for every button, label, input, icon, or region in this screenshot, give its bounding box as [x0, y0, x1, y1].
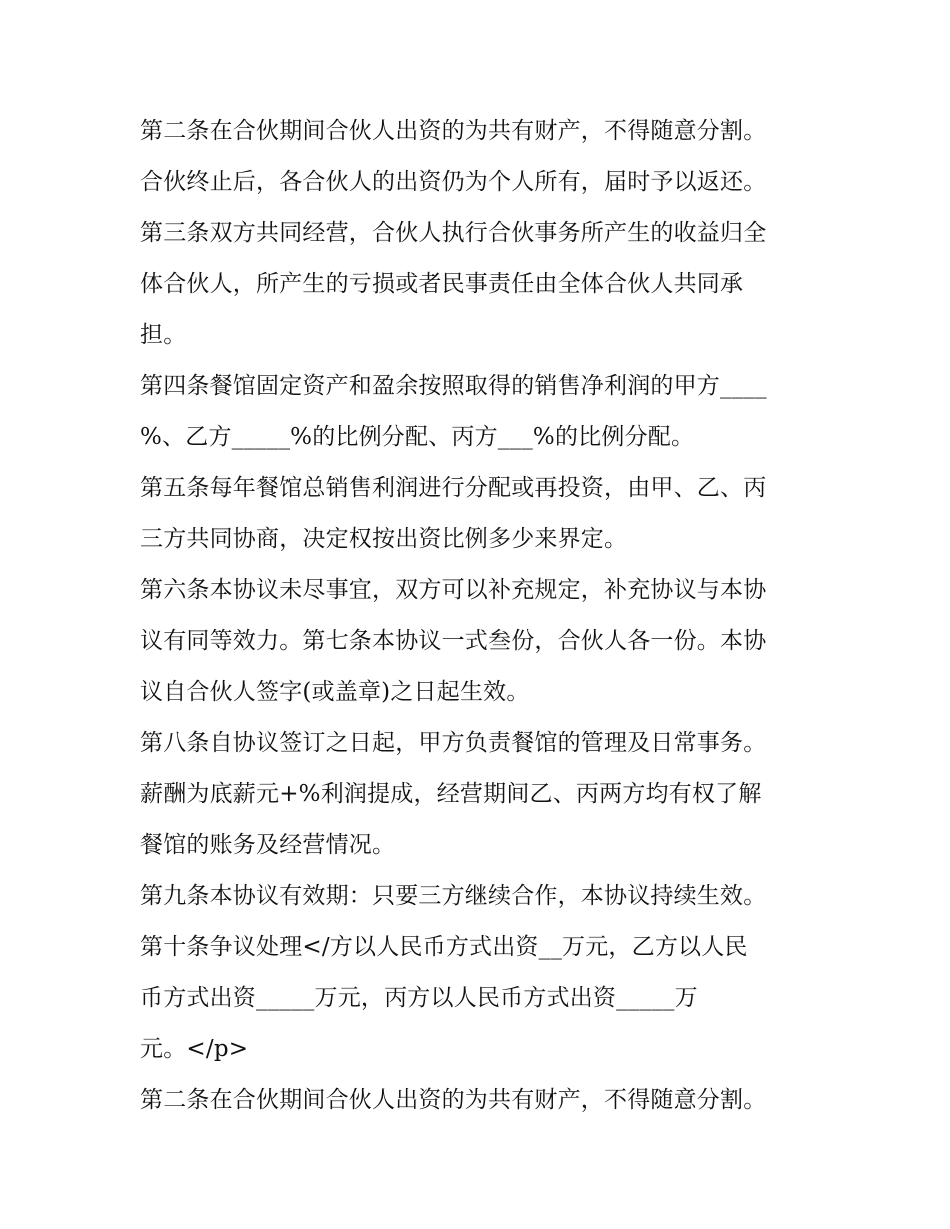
text-line: 体合伙人，所产生的亏损或者民事责任由全体合伙人共同承 [140, 271, 744, 297]
text-line: 第八条自协议签订之日起，甲方负责餐馆的管理及日常事务。 [140, 730, 767, 756]
text-line: %、乙方_____%的比例分配、丙方___%的比例分配。 [140, 424, 695, 450]
text-line: 餐馆的账务及经营情况。 [140, 832, 396, 858]
text-line: 元。</p> [140, 1036, 249, 1062]
text-line: 第二条在合伙期间合伙人出资的为共有财产，不得随意分割。 [140, 118, 767, 144]
text-line: 第二条在合伙期间合伙人出资的为共有财产，不得随意分割。 [140, 1087, 767, 1113]
text-line: 第三条双方共同经营，合伙人执行合伙事务所产生的收益归全 [140, 220, 767, 246]
text-line: 第十条争议处理</方以人民币方式出资__万元，乙方以人民 [140, 934, 748, 960]
text-line: 合伙终止后，各合伙人的出资仍为个人所有，届时予以返还。 [140, 169, 767, 195]
text-line: 币方式出资_____万元，丙方以人民币方式出资_____万 [140, 985, 698, 1011]
text-line: 议有同等效力。第七条本协议一式叁份，合伙人各一份。本协 [140, 628, 767, 654]
text-line: 议自合伙人签字(或盖章)之日起生效。 [140, 679, 530, 705]
text-line: 三方共同协商，决定权按出资比例多少来界定。 [140, 526, 628, 552]
text-line: 第六条本协议未尽事宜，双方可以补充规定，补充协议与本协 [140, 577, 767, 603]
text-line: 第四条餐馆固定资产和盈余按照取得的销售净利润的甲方____ [140, 373, 767, 399]
document-body [140, 106, 830, 1126]
text-line: 第五条每年餐馆总销售利润进行分配或再投资，由甲、乙、丙 [140, 475, 767, 501]
text-line: 第九条本协议有效期：只要三方继续合作，本协议持续生效。 [140, 883, 767, 909]
text-line: 担。 [140, 322, 187, 348]
text-line: 薪酬为底薪元+%利润提成，经营期间乙、丙两方均有权了解 [140, 781, 762, 807]
